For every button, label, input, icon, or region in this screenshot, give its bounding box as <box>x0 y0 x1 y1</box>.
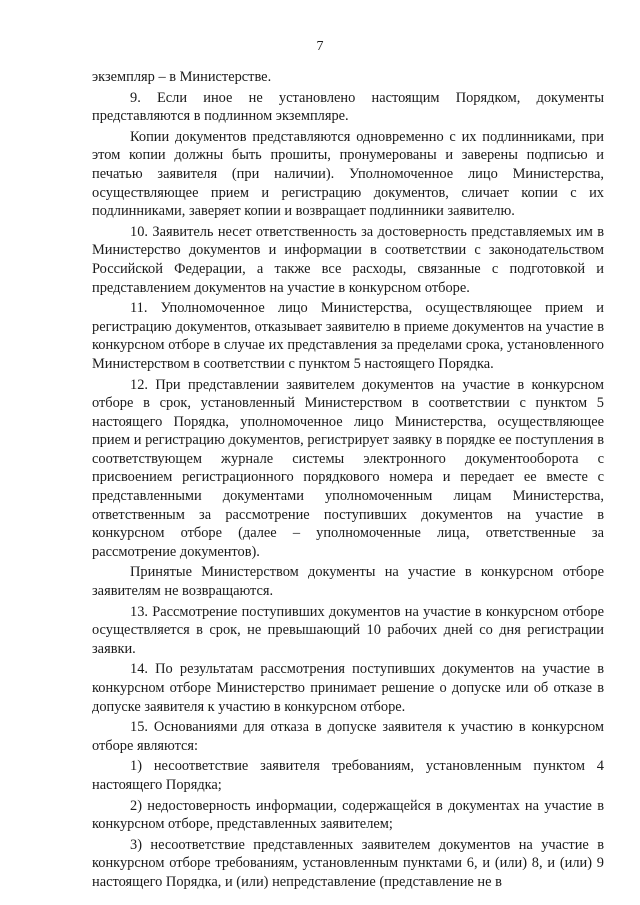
paragraph-9: 9. Если иное не установлено настоящим Порядком, документы представляются в подлинном экземпляре. <box>92 89 604 125</box>
paragraph-15: 15. Основаниями для отказа в допуске заявителя к участию в конкурсном отборе являются: <box>92 719 604 754</box>
paragraph-accepted-docs: Принятые Министерством документы на участие в конкурсном отборе заявителям не возвращаются. <box>92 564 604 600</box>
document-body <box>92 68 604 894</box>
paragraph-11: 11. Уполномоченное лицо Министерства, осуществляющее прием и регистрацию документов, отказывает заявителю в приеме документов на участие в конкурсном отборе в случае их представления за пределами срока, установленного Министерством в соответствии с пунктом 5 настоящего Порядка. <box>92 300 604 372</box>
paragraph-14: 14. По результатам рассмотрения поступивших документов на участие в конкурсном отборе Министерство принимает решение о допуске или об отказе в допуске заявителя к участию в конкурсном отборе. <box>92 661 604 715</box>
list-item-3: 3) несоответствие представленных заявителем документов на участие в конкурсном отборе требованиям, установленным пунктами 6, и (или) 8, и (или) 9 настоящего Порядка, и (или) непредставление (представление не в <box>92 836 604 890</box>
list-item-1: 1) несоответствие заявителя требованиям, установленным пунктом 4 настоящего Порядка; <box>92 758 604 793</box>
paragraph-10: 10. Заявитель несет ответственность за достоверность представляемых им в Министерство документов и информации в соответствии с законодательством Российской Федерации, а также все расходы, связанные с подготовкой и представлением документов на участие в конкурсном отборе. <box>92 223 604 296</box>
paragraph-13: 13. Рассмотрение поступивших документов на участие в конкурсном отборе осуществляется в срок, не превышающий 10 рабочих дней со дня регистрации заявки. <box>92 603 604 657</box>
paragraph-12: 12. При представлении заявителем документов на участие в конкурсном отборе в срок, установленный Министерством в соответствии с пунктом 5 настоящего Порядка, уполномоченное лицо Министерства, осуществляющее прием и регистрацию документов, регистрирует заявку в порядке ее поступления в соответствующем журнале системы электронного документооборота с присвоением регистрационного порядкового номера и передает ее вместе с представленными документами уполномоченным лицам Министерства, ответственным за рассмотрение поступивших документов на участие в конкурсном отборе (далее – уполномоченные лица, ответственные за рассмотрение документов). <box>92 376 604 560</box>
page-number: 7 <box>316 39 324 54</box>
paragraph-continuation: экземпляр – в Министерстве. <box>92 69 272 85</box>
paragraph-copies: Копии документов представляются одновременно с их подлинниками, при этом копии должны быть прошиты, пронумерованы и заверены подписью и печатью заявителя (при наличии). Уполномоченное лицо Министерства, осуществляющее прием и регистрацию документов, сличает копии с их подлинниками, заверяет копии и возвращает подлинники заявителю. <box>92 128 604 220</box>
list-item-2: 2) недостоверность информации, содержащейся в документах на участие в конкурсном отборе, представленных заявителем; <box>92 797 604 833</box>
